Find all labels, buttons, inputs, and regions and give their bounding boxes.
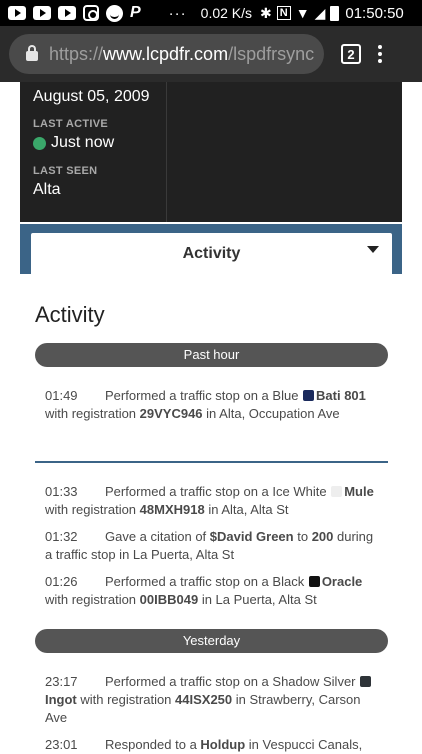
status-bar <box>0 0 422 26</box>
joined-date: August 05, 2009 <box>33 88 150 105</box>
activity-time: 23:01 <box>45 737 78 752</box>
activity-item: 01:33 Performed a traffic stop on a Ice White Mule with registration 48MXH918 in Alta, Alta St <box>45 484 374 517</box>
youtube-icon <box>8 6 26 20</box>
plate-number: 00IBB049 <box>139 592 199 607</box>
vehicle-name[interactable]: Bati 801 <box>316 388 366 403</box>
network-speed: 0.02 K/s <box>200 5 253 21</box>
instagram-icon <box>83 5 99 21</box>
activity-item: 23:01 Responded to a Holdup in Vespucci Canals, <box>45 737 363 752</box>
chevron-down-icon[interactable] <box>367 246 379 253</box>
lock-icon <box>26 51 38 61</box>
last-active-label: LAST ACTIVE <box>33 118 109 130</box>
activity-time: 01:32 <box>45 529 78 544</box>
tab-label: Activity <box>182 245 241 262</box>
tab-switcher-button[interactable]: 2 <box>341 44 361 64</box>
vehicle-color-swatch <box>331 486 342 497</box>
activity-time: 01:26 <box>45 574 78 589</box>
activity-item: 01:26 Performed a traffic stop on a Black Oracle with registration 00IBB049 in La Puerta, Alta St <box>45 574 363 607</box>
address-bar[interactable] <box>9 34 324 74</box>
callout-name[interactable]: Holdup <box>200 737 246 752</box>
browser-toolbar <box>0 26 422 82</box>
divider <box>35 461 388 463</box>
vehicle-color-swatch <box>360 676 371 687</box>
vehicle-name[interactable]: Ingot <box>45 692 77 707</box>
last-active-value: Just now <box>33 134 114 152</box>
citation-amount: $David Green <box>209 529 294 544</box>
group-header-yesterday: Yesterday <box>35 629 388 653</box>
online-status-icon <box>33 137 46 150</box>
activity-item: 01:49 Performed a traffic stop on a Blue Bati 801 with registration 29VYC946 in Alta, Occupation Ave <box>45 388 366 421</box>
vehicle-name[interactable]: Oracle <box>321 574 363 589</box>
group-header-past-hour: Past hour <box>35 343 388 367</box>
youtube-icon <box>58 6 76 20</box>
vehicle-name[interactable]: Mule <box>344 484 374 499</box>
paypal-icon: P <box>130 4 141 21</box>
url-text[interactable]: https://www.lcpdfr.com/lspdfrsync <box>49 43 315 64</box>
vehicle-color-swatch <box>303 390 314 401</box>
activity-time: 01:33 <box>45 484 78 499</box>
more-notifications-icon: ··· <box>168 4 187 22</box>
citation-value: 200 <box>311 529 334 544</box>
signal-icon: ◢ <box>314 4 326 21</box>
vehicle-color-swatch <box>309 576 320 587</box>
last-seen-value: Alta <box>33 181 61 198</box>
tab-activity[interactable] <box>31 233 392 274</box>
activity-heading: Activity <box>35 302 105 327</box>
activity-item: 01:32 Gave a citation of $David Green to 200 during a traffic stop in La Puerta, Alta St <box>45 529 374 562</box>
plate-number: 48MXH918 <box>139 502 205 517</box>
nfc-icon: N <box>277 6 291 20</box>
clock: 01:50:50 <box>345 4 404 22</box>
profile-info-card <box>20 82 402 222</box>
last-seen-label: LAST SEEN <box>33 165 98 177</box>
wifi-icon: ▼ <box>295 5 310 21</box>
divider <box>166 82 167 222</box>
smiley-icon <box>106 5 123 22</box>
activity-item: 23:17 Performed a traffic stop on a Shadow Silver Ingot with registration 44ISX250 in Strawberry, Carson Ave <box>45 673 375 727</box>
overflow-menu-button[interactable] <box>378 45 382 63</box>
youtube-icon <box>33 6 51 20</box>
activity-time: 23:17 <box>45 674 78 689</box>
plate-number: 29VYC946 <box>139 406 203 421</box>
activity-time: 01:49 <box>45 388 78 403</box>
bluetooth-icon: ✱ <box>260 4 272 21</box>
plate-number: 44ISX250 <box>175 692 233 707</box>
profile-tabs <box>20 224 402 274</box>
battery-icon <box>330 6 339 21</box>
